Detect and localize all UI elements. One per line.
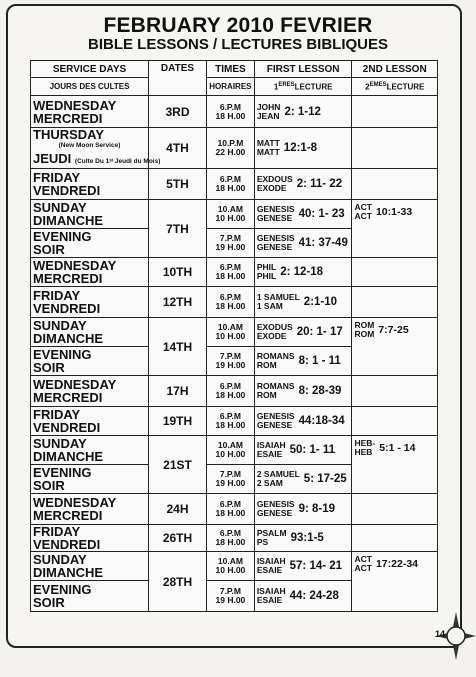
second-lesson-book: ACT ACT [354,554,372,573]
second-lesson-cell [352,525,438,552]
service-day-cell [31,258,149,287]
service-day-cell [31,581,149,612]
lessons-table [30,60,438,612]
date-cell: 5TH [149,169,207,200]
service-day-fr: MERCREDI [33,110,103,126]
first-lesson-book: PSALM PS [256,528,287,547]
header-dates: DATES [149,61,207,96]
first-lesson-cell [254,258,352,287]
time-cell: 7.P.M 19 H.00 [207,465,255,494]
first-lesson-ref: 20: 1- 17 [296,326,343,338]
first-lesson-ref: 44:18-34 [298,415,345,427]
date-cell: 14TH [149,318,207,376]
time-cell: 6.P.M 18 H.00 [207,407,255,436]
header-second-lesson: 2ND LESSON [352,61,438,78]
second-lesson-cell [352,258,438,287]
table-row [31,525,438,552]
first-lesson-ref: 8: 1 - 11 [298,355,341,367]
second-lesson-cell [352,200,438,258]
service-day-en: WEDNESDAY [33,258,117,273]
second-lesson-ref: 5:1 - 14 [379,442,416,454]
first-lesson-book: 2 SAMUEL 2 SAM [256,469,300,488]
table-row [31,258,438,287]
service-day-fr: VENDREDI [33,183,101,198]
time-cell: 6.P.M 18 H.00 [207,287,255,318]
date-cell: 4TH [149,128,207,169]
time-cell: 6.P.M 18 H.00 [207,525,255,552]
date-cell: 28TH [149,552,207,612]
service-day-fr: SOIR [33,478,65,493]
table-row [31,376,438,407]
time-cell: 7.P.M 19 H.00 [207,347,255,376]
second-lesson-ref: 7:7-25 [378,324,409,336]
first-lesson-ref: 9: 8-19 [298,503,336,515]
service-day-cell [31,347,149,376]
date-cell: 12TH [149,287,207,318]
first-lesson-cell [254,494,352,525]
first-lesson-ref: 8: 28-39 [298,385,342,397]
service-day-cell [31,494,149,525]
header-jours: JOURS DES CULTES [31,78,149,96]
service-day-en: EVENING [33,347,92,362]
service-day-fr: JEUDI [33,151,72,166]
service-day-en: WEDNESDAY [33,377,117,392]
first-lesson-cell [254,436,352,465]
time-cell: 6.P.M 18 H.00 [207,494,255,525]
first-lesson-ref: 12:1-8 [283,142,318,154]
service-day-en: EVENING [33,229,92,244]
table-row [31,552,438,581]
first-lesson-cell [254,376,352,407]
service-day-cell [31,525,149,552]
first-lesson-cell [254,229,352,258]
service-day-fr: VENDREDI [33,301,101,316]
first-lesson-book: MATT MATT [256,138,280,157]
service-day-fr: SOIR [33,595,65,610]
service-day-fr: VENDREDI [33,420,101,435]
header-row [31,61,438,78]
service-day-cell [31,200,149,229]
second-lesson-ref: 10:1-33 [375,206,413,218]
first-lesson-ref: 2:1-10 [303,296,338,308]
second-lesson-ref: 17:22-34 [375,558,418,570]
service-day-en: SUNDAY [33,436,87,451]
table-row [31,169,438,200]
second-lesson-cell [352,128,438,169]
first-lesson-book: EXDOUS EXODE [256,174,293,193]
service-day-cell [31,407,149,436]
service-day-fr: MERCREDI [33,390,103,405]
first-lesson-book: EXODUS EXODE [256,322,293,341]
service-day-cell [31,465,149,494]
service-day-en: SUNDAY [33,318,87,333]
service-day-en: WEDNESDAY [33,97,117,113]
second-lesson-cell [352,96,438,128]
second-lesson-book: HEB- HEB [354,438,376,457]
service-day-en: WEDNESDAY [33,495,117,510]
first-lesson-cell [254,96,352,128]
date-cell: 26TH [149,525,207,552]
time-cell: 10.AM 10 H.00 [207,318,255,347]
second-lesson-book: ACT ACT [354,202,372,221]
time-cell: 6.P.M 18 H.00 [207,96,255,128]
service-day-fr: VENDREDI [33,537,101,552]
time-cell: 10.P.M 22 H.00 [207,128,255,169]
service-day-cell [31,318,149,347]
first-lesson-book: GENESIS GENESE [256,204,295,223]
table-row [31,494,438,525]
date-cell: 17H [149,376,207,407]
first-lesson-cell [254,525,352,552]
header-second-lecture: 2EMESLECTURE [352,78,438,96]
service-day-cell [31,96,149,128]
time-cell: 10.AM 10 H.00 [207,436,255,465]
page-number: 14 [434,629,445,639]
first-lesson-cell [254,581,352,612]
service-day-cell [31,287,149,318]
service-day-fr: DIMANCHE [33,331,104,346]
service-day-en: SUNDAY [33,200,87,215]
first-lesson-cell [254,200,352,229]
time-cell: 6.P.M 18 H.00 [207,258,255,287]
first-lesson-book: ISAIAH ESAIE [256,556,286,575]
first-lesson-book: ROMANS ROM [256,351,295,370]
time-cell: 7.P.M 19 H.00 [207,581,255,612]
service-note-fr: (Culte Du 1ˢᵗ Jeudi du Mois) [74,158,161,165]
header-times: TIMES [207,61,255,78]
first-lesson-book: GENESIS GENESE [256,499,295,518]
second-lesson-cell [352,407,438,436]
service-day-cell [31,229,149,258]
second-lesson-cell [352,318,438,376]
service-day-fr: DIMANCHE [33,449,104,464]
service-day-fr: DIMANCHE [33,565,104,580]
table-row [31,436,438,465]
first-lesson-book: PHIL PHIL [256,262,277,281]
service-day-en: EVENING [33,465,92,480]
time-cell: 6.P.M 18 H.00 [207,169,255,200]
first-lesson-book: ROMANS ROM [256,381,295,400]
date-cell: 7TH [149,200,207,258]
service-day-cell [31,376,149,407]
table-row [31,407,438,436]
first-lesson-ref: 44: 24-28 [289,590,339,602]
second-lesson-cell [352,494,438,525]
date-cell: 21ST [149,436,207,494]
first-lesson-ref: 5: 17-25 [303,473,347,485]
time-cell: 7.P.M 19 H.00 [207,229,255,258]
first-lesson-ref: 41: 37-49 [298,237,348,249]
date-cell: 19TH [149,407,207,436]
first-lesson-book: GENESIS GENESE [256,233,295,252]
first-lesson-book: JOHN JEAN [256,101,281,121]
first-lesson-ref: 93:1-5 [290,532,324,544]
table-row [31,318,438,347]
second-lesson-cell [352,376,438,407]
first-lesson-book: ISAIAH ESAIE [256,586,286,605]
service-day-fr: MERCREDI [33,508,103,523]
service-day-en: FRIDAY [33,407,81,422]
table-row [31,128,438,169]
second-lesson-cell [352,169,438,200]
first-lesson-book: ISAIAH ESAIE [256,440,286,459]
service-day-fr: SOIR [33,242,65,257]
time-cell: 10.AM 10 H.00 [207,200,255,229]
date-cell: 10TH [149,258,207,287]
first-lesson-cell [254,169,352,200]
service-day-cell [31,169,149,200]
service-day-en: THURSDAY [33,127,105,142]
service-day-en: FRIDAY [33,288,81,303]
first-lesson-cell [254,347,352,376]
second-lesson-cell [352,436,438,494]
first-lesson-cell [254,407,352,436]
header-first-lecture: $1^{ERES}LECTURE$ [254,78,352,96]
service-day-cell [31,552,149,581]
subheader-row [31,78,438,96]
service-day-en: SUNDAY [33,552,87,567]
service-day-cell [31,436,149,465]
first-lesson-ref: 50: 1- 11 [289,444,336,456]
service-day-fr: SOIR [33,360,65,375]
table-row [31,287,438,318]
first-lesson-ref: 57: 14- 21 [289,560,343,572]
second-lesson-book: ROM ROM [354,320,375,339]
header-horaires: HORAIRES [207,78,255,96]
page-subtitle: BIBLE LESSONS / LECTURES BIBLIQUES [87,36,389,53]
first-lesson-cell [254,465,352,494]
date-cell: 24H [149,494,207,525]
time-cell: 10.AM 10 H.00 [207,552,255,581]
first-lesson-cell [254,552,352,581]
service-day-fr: MERCREDI [33,271,103,286]
second-lesson-cell [352,552,438,612]
service-day-fr: DIMANCHE [33,213,104,228]
first-lesson-cell [254,128,352,169]
first-lesson-ref: 2: 1-12 [284,105,321,118]
table-row [31,96,438,128]
second-lesson-cell [352,287,438,318]
time-cell: 6.P.M 18 H.00 [207,376,255,407]
service-note-en: (New Moon Service) [58,142,121,149]
service-day-cell [31,127,161,169]
first-lesson-ref: 2: 12-18 [280,266,324,278]
first-lesson-cell [254,287,352,318]
page-title: FEBRUARY 2010 FEVRIER [103,14,373,37]
first-lesson-book: GENESIS GENESE [256,411,295,430]
service-day-en: FRIDAY [33,524,81,539]
date-cell: 3RD [149,96,207,128]
header-service-days: SERVICE DAYS [31,61,149,78]
first-lesson-ref: 40: 1- 23 [298,208,345,220]
header-first-lesson: FIRST LESSON [254,61,352,78]
first-lesson-ref: 2: 11- 22 [296,178,343,190]
first-lesson-book: 1 SAMUEL 1 SAM [256,292,300,311]
first-lesson-cell [254,318,352,347]
service-day-en: FRIDAY [33,170,81,185]
service-day-en: EVENING [33,582,92,597]
table-row [31,200,438,229]
